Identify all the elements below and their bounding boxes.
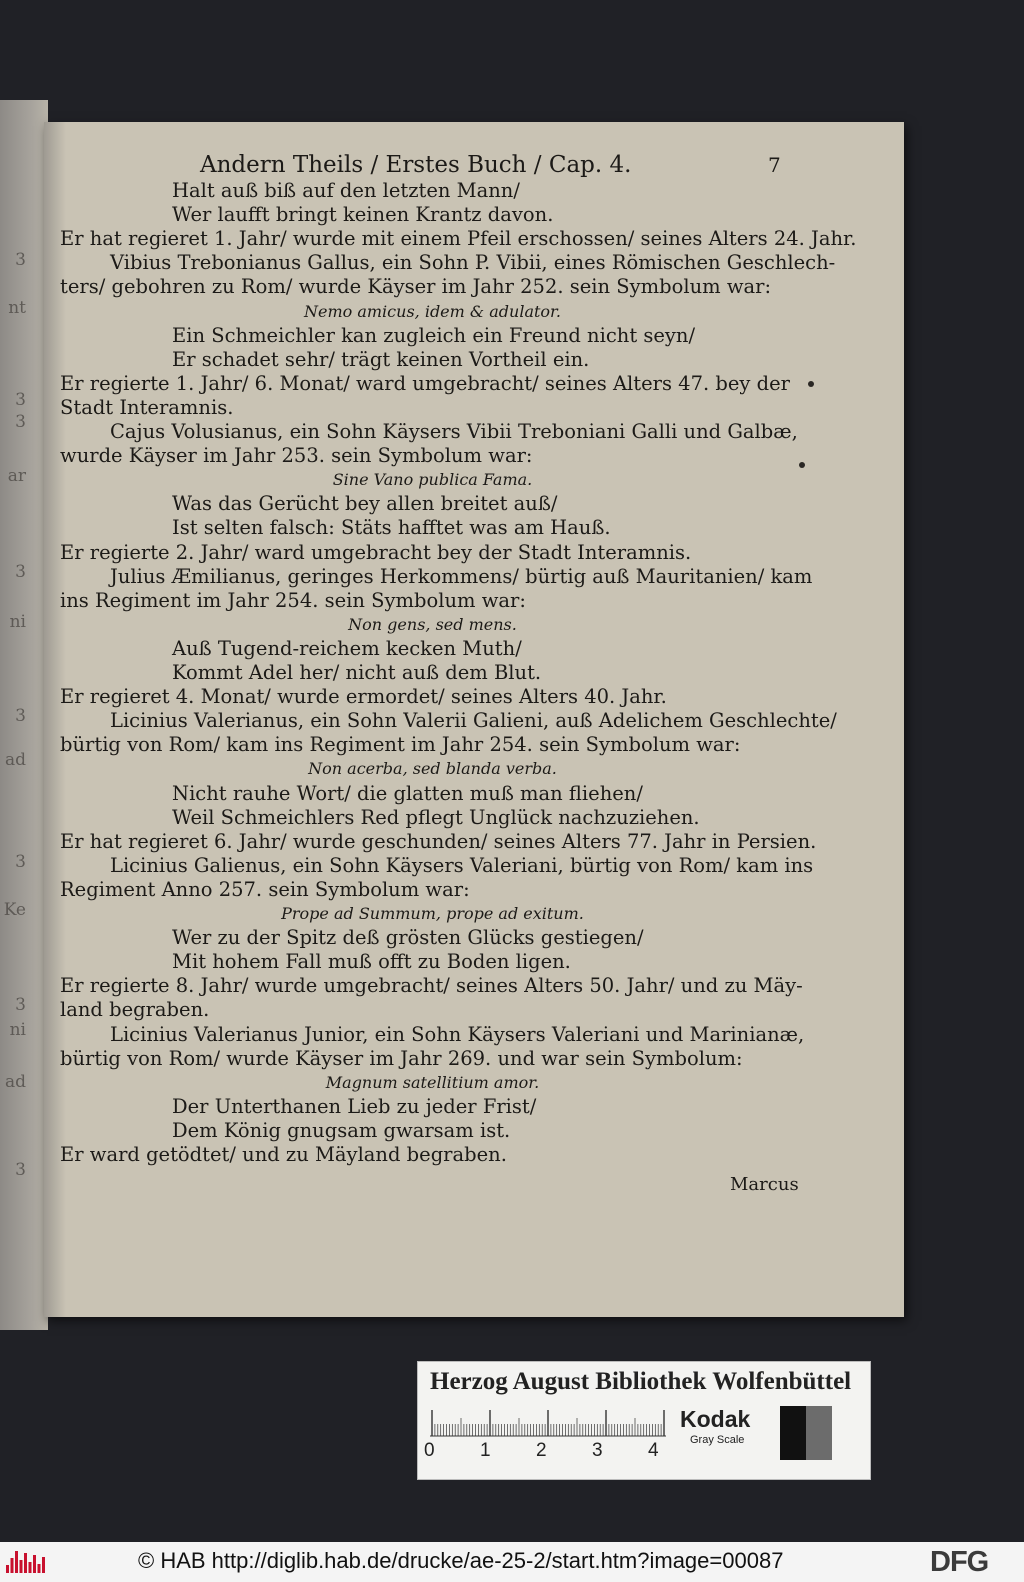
text-line: Julius Æmilianus, geringes Herkommens/ bürtig auß Mauritanien/ kam bbox=[110, 564, 813, 588]
logo-bar bbox=[11, 1558, 14, 1573]
text-line: Vibius Trebonianus Gallus, ein Sohn P. Vibii, eines Römischen Geschlech- bbox=[110, 251, 836, 275]
verse-line: Der Unterthanen Lieb zu jeder Frist/ bbox=[172, 1094, 537, 1118]
symbolum-motto: Non acerba, sed blanda verba. bbox=[308, 759, 557, 779]
gray-patch-mid bbox=[806, 1406, 832, 1460]
text-line: Er regierte 2. Jahr/ ward umgebracht bey der Stadt Interamnis. bbox=[60, 540, 692, 564]
scale-number: 0 bbox=[424, 1440, 435, 1461]
facing-page-fragment: ar bbox=[7, 466, 26, 486]
kodak-brand: Kodak bbox=[680, 1406, 751, 1432]
text-line: wurde Käyser im Jahr 253. sein Symbolum war: bbox=[60, 444, 533, 468]
scale-number: 3 bbox=[592, 1440, 603, 1461]
text-line: Er regierte 1. Jahr/ 6. Monat/ ward umgebracht/ seines Alters 47. bey der bbox=[60, 371, 790, 395]
text-line: Er regieret 4. Monat/ wurde ermordet/ seines Alters 40. Jahr. bbox=[60, 685, 667, 709]
hab-logo-icon bbox=[4, 1549, 48, 1575]
scale-number: 4 bbox=[648, 1440, 659, 1461]
facing-page-fragments bbox=[0, 100, 30, 1330]
symbolum-motto: Prope ad Summum, prope ad exitum. bbox=[281, 904, 584, 923]
verse-line: Halt auß biß auf den letzten Mann/ bbox=[172, 179, 520, 202]
kodak-brand-sub: Gray Scale bbox=[690, 1434, 745, 1446]
verse-line: Was das Gerücht bey allen breitet auß/ bbox=[172, 492, 558, 516]
card-title: Herzog August Bibliothek Wolfenbüttel bbox=[430, 1368, 852, 1395]
logo-bar bbox=[33, 1555, 36, 1573]
text-line: ters/ gebohren zu Rom/ wurde Käyser im Jahr 252. sein Symbolum war: bbox=[60, 275, 772, 299]
text-line: Licinius Valerianus Junior, ein Sohn Käysers Valeriani und Marinianæ, bbox=[110, 1022, 805, 1046]
facing-page-fragment: ni bbox=[9, 612, 26, 632]
logo-bar bbox=[42, 1557, 45, 1573]
verse-line: Er schadet sehr/ trägt keinen Vortheil ein. bbox=[172, 347, 590, 371]
text-line: land begraben. bbox=[60, 998, 210, 1022]
text-line: Er ward getödtet/ und zu Mäyland begraben. bbox=[60, 1143, 507, 1166]
dfg-logo: DFG bbox=[930, 1546, 989, 1578]
verse-line: Mit hohem Fall muß offt zu Boden ligen. bbox=[172, 950, 571, 974]
text-line: Cajus Volusianus, ein Sohn Käysers Vibii Treboniani Galli und Galbæ, bbox=[110, 420, 798, 443]
facing-page-fragment: 3 bbox=[15, 250, 26, 270]
verse-line: Nicht rauhe Wort/ die glatten muß man fliehen/ bbox=[172, 781, 643, 805]
verse-line: Ist selten falsch: Stäts hafftet was am Hauß. bbox=[172, 516, 611, 540]
verse-line: Weil Schmeichlers Red pflegt Unglück nachzuziehen. bbox=[172, 805, 700, 829]
facing-page-fragment: ni bbox=[9, 1020, 26, 1040]
facing-page-fragment: 3 bbox=[15, 390, 26, 410]
verse-line: Wer laufft bringt keinen Krantz davon. bbox=[172, 203, 554, 227]
facing-page-fragment: Ke bbox=[3, 900, 26, 920]
text-line: Er hat regieret 1. Jahr/ wurde mit einem Pfeil erschossen/ seines Alters 24. Jahr. bbox=[60, 227, 857, 251]
ink-speck bbox=[799, 462, 805, 468]
gray-patch-black bbox=[780, 1406, 806, 1460]
page-text-block bbox=[60, 152, 857, 1213]
ink-speck bbox=[808, 381, 814, 387]
facing-page-fragment: ad bbox=[4, 750, 26, 770]
text-line: Licinius Galienus, ein Sohn Käysers Valeriani, bürtig von Rom/ kam ins bbox=[110, 853, 814, 877]
logo-bar bbox=[38, 1564, 41, 1573]
symbolum-motto: Nemo amicus, idem & adulator. bbox=[303, 301, 562, 321]
facing-page-fragment: 3 bbox=[15, 412, 26, 432]
page-number: 7 bbox=[768, 153, 781, 177]
facing-page-fragment: nt bbox=[8, 298, 26, 318]
facing-page-fragment: 3 bbox=[15, 562, 26, 582]
scale-number: 2 bbox=[536, 1440, 547, 1461]
text-line: Er regierte 8. Jahr/ wurde umgebracht/ seines Alters 50. Jahr/ und zu Mäy- bbox=[60, 974, 803, 998]
text-line: Licinius Valerianus, ein Sohn Valerii Galieni, auß Adelichem Geschlechte/ bbox=[110, 709, 837, 733]
verse-line: Dem König gnugsam gwarsam ist. bbox=[172, 1118, 511, 1142]
scale-number: 1 bbox=[480, 1440, 491, 1461]
facing-page-fragment: 3 bbox=[15, 1160, 26, 1180]
facing-page-fragment: 3 bbox=[15, 995, 26, 1015]
text-line: ins Regiment im Jahr 254. sein Symbolum war: bbox=[60, 588, 526, 612]
scale-ruler bbox=[430, 1408, 668, 1438]
color-calibration-card bbox=[418, 1362, 870, 1479]
verse-line: Ein Schmeichler kan zugleich ein Freund nicht seyn/ bbox=[172, 323, 696, 347]
text-line: Stadt Interamnis. bbox=[60, 395, 234, 419]
verse-line: Wer zu der Spitz deß grösten Glücks gestiegen/ bbox=[172, 926, 644, 950]
facing-page-fragment: 3 bbox=[15, 706, 26, 726]
symbolum-motto: Magnum satellitium amor. bbox=[325, 1072, 540, 1092]
text-line: Er hat regieret 6. Jahr/ wurde geschunden/ seines Alters 77. Jahr in Persien. bbox=[60, 829, 817, 853]
facing-page-fragment: 3 bbox=[15, 852, 26, 872]
text-line: bürtig von Rom/ wurde Käyser im Jahr 269. und war sein Symbolum: bbox=[60, 1046, 743, 1070]
symbolum-motto: Non gens, sed mens. bbox=[348, 614, 517, 634]
footer-copyright-link[interactable]: © HAB http://diglib.hab.de/drucke/ae-25-2/start.htm?image=00087 bbox=[138, 1548, 784, 1573]
logo-bar bbox=[29, 1562, 32, 1573]
text-line: bürtig von Rom/ kam ins Regiment im Jahr 254. sein Symbolum war: bbox=[60, 733, 741, 757]
text-line: Regiment Anno 257. sein Symbolum war: bbox=[60, 877, 470, 901]
logo-bar bbox=[6, 1565, 9, 1573]
catchword: Marcus bbox=[730, 1174, 799, 1195]
logo-bar bbox=[20, 1560, 23, 1573]
logo-bar bbox=[24, 1553, 27, 1573]
facing-page-edge bbox=[0, 100, 48, 1330]
logo-bar bbox=[15, 1551, 18, 1573]
symbolum-motto: Sine Vano publica Fama. bbox=[332, 470, 533, 490]
facing-page-fragment: ad bbox=[4, 1072, 26, 1092]
verse-line: Kommt Adel her/ nicht auß dem Blut. bbox=[172, 661, 542, 684]
viewer-footer bbox=[0, 1542, 1024, 1582]
scale-numbers bbox=[424, 1440, 664, 1464]
verse-line: Auß Tugend-reichem kecken Muth/ bbox=[172, 636, 522, 660]
running-header: Andern Theils / Erstes Buch / Cap. 4. bbox=[200, 152, 632, 178]
